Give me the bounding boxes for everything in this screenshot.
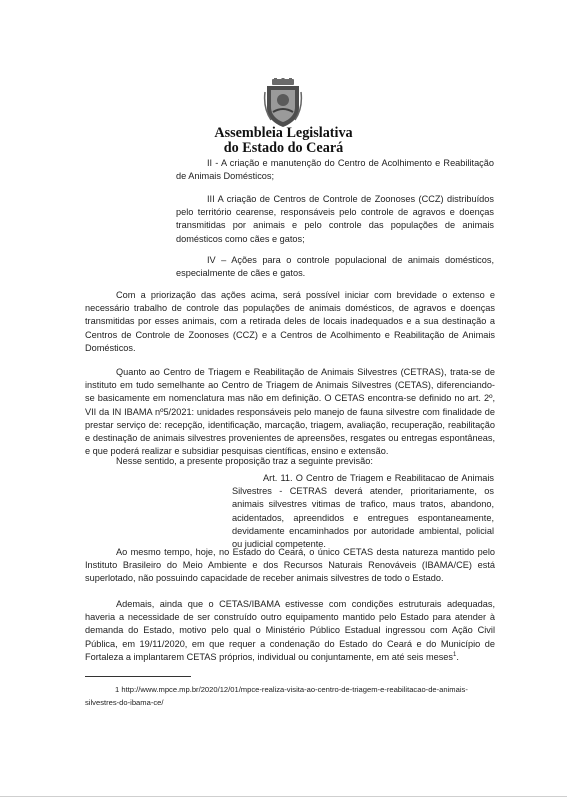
footnote	[85, 684, 495, 709]
page-edge	[0, 796, 567, 797]
footnote-ref: 1	[453, 651, 457, 658]
paragraph-text: Ademais, ainda que o CETAS/IBAMA estivesse com condições estruturais adequadas, haveria a necessidade de ser construído outro equipamento mantido pelo Estado para atender à demanda do Estado, motivo pelo qual o Ministério Público Estadual ingressou com Ação Civil Pública, em 19/11/2020, em que requer a condenação do Estado do Ceará e do Município de Fortaleza a implantarem CETAS próprios, individual ou conjuntamente, em até seis meses	[85, 599, 495, 662]
list-item: III A criação de Centros de Controle de Zoonoses (CCZ) distribuídos pelo território cearense, responsáveis pelo controle de agravos e doenças transmitidas por animais e pelo controle das populações de animais domésticos como cães e gatos;	[176, 194, 494, 244]
footnote-number: 1	[115, 685, 120, 694]
paragraph: Ademais, ainda que o CETAS/IBAMA estivesse com condições estruturais adequadas, haveria a necessidade de ser construído outro equipamento mantido pelo Estado para atender à demanda do Estado, motivo pelo qual o Ministério Público Estadual ingressou com Ação Civil Pública, em 19/11/2020, em que requer a condenação do Estado do Ceará e do Município de Fortaleza a implantarem CETAS próprios, individual ou conjuntamente, em até seis meses$^1$.	[85, 599, 495, 662]
list-item: IV – Ações para o controle populacional de animais domésticos, especialmente de cães e gatos.	[176, 255, 494, 279]
coat-of-arms-icon	[263, 78, 303, 128]
footnote-divider	[85, 676, 191, 677]
paragraph: Quanto ao Centro de Triagem e Reabilitação de Animais Silvestres (CETRAS), trata-se de instituto em tudo semelhante ao Centro de Triagem de Animais Silvestres (CETAS), diferenciando-se basicamente em nomenclatura mas não em definição. O CETAS encontra-se definido no art. 2º, VII da IN IBAMA nº5/2021: unidades responsáveis pelo manejo de fauna silvestre com finalidade de prestar serviço de: recepção, identificação, marcação, triagem, avaliação, recuperação, reabilitação e destinação de animais silvestres provenientes de apreensões, resgates ou entregas espontâneas, e que poderá realizar e subsidiar pesquisas científicas, ensino e extensão.	[85, 367, 495, 457]
footnote-url: http://www.mpce.mp.br/2020/12/01/mpce-realiza-visita-ao-centro-de-triagem-e-reabilitacao-de-animais-silvestres-do-ibama-ce/	[85, 685, 468, 707]
list-item: II - A criação e manutenção do Centro de Acolhimento e Reabilitação de Animais Domésticos;	[176, 158, 494, 182]
paragraph: Ao mesmo tempo, hoje, no Estado do Ceará, o único CETAS desta natureza mantido pelo Instituto Brasileiro do Meio Ambiente e dos Recursos Naturais Renováveis (IBAMA/CE) está superlotado, não possuindo capacidade de receber animais silvestres de todo o Estado.	[85, 547, 495, 584]
paragraph: Com a priorização das ações acima, será possível iniciar com brevidade o extenso e necessário trabalho de controle das populações de animais domésticos, de agravos e doenças transmitidas por esses animais, com a retirada deles de locais inadequados e a sua destinação a Centros de Controle de Zoonoses (CCZ) e a Centros de Acolhimento e Reabilitação de Animais Domésticos.	[85, 290, 495, 353]
paragraph: Nesse sentido, a presente proposição traz a seguinte previsão:	[116, 456, 373, 466]
institution-header	[0, 126, 567, 156]
header-line-1: Assembleia Legislativa	[214, 125, 353, 141]
quoted-article: Art. 11. O Centro de Triagem e Reabilitacao de Animais Silvestres - CETRAS deverá atender, prioritariamente, os animais silvestres vitimas de trafico, maus tratos, abandono, acidentados, apreendidos e entregues espontaneamente, devidamente encaminhados por autoridade ambiental, policial ou judicial competente.	[232, 473, 494, 550]
header-line-2: do Estado do Ceará	[223, 140, 344, 156]
